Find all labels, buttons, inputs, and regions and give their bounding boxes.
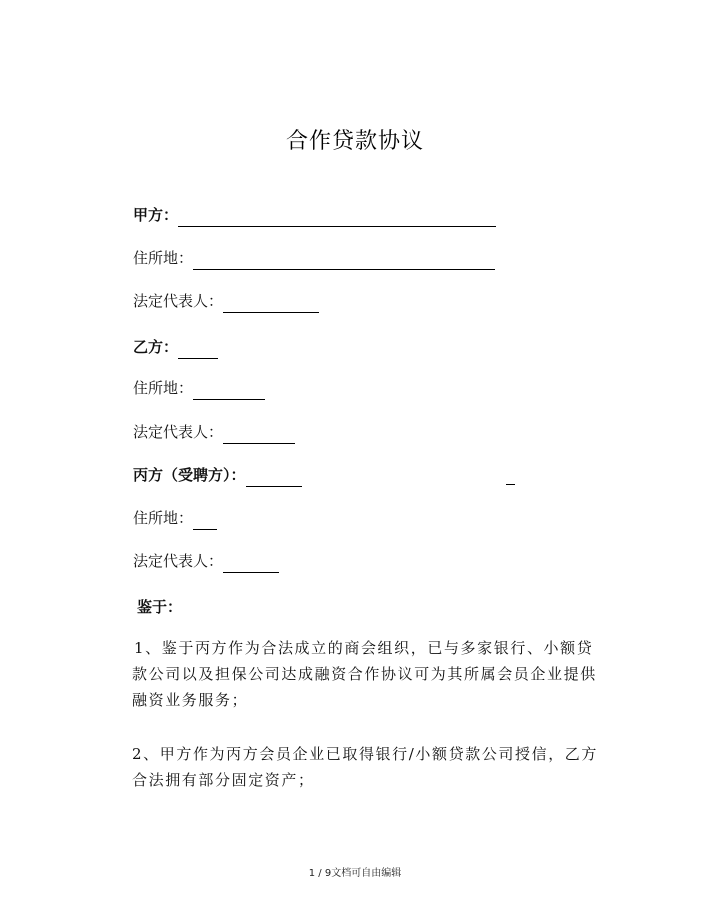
party-b-rep-row	[133, 420, 295, 444]
party-c-rep-blank	[223, 554, 279, 573]
party-c-rep-row	[133, 549, 279, 573]
party-a-rep-blank	[223, 294, 319, 313]
clause-2: 2、甲方作为丙方会员企业已取得银行/小额贷款公司授信，乙方合法拥有部分固定资产；	[132, 745, 598, 789]
party-c-trailing-blank	[506, 472, 515, 485]
party-b-rep-label: 法定代表人：	[133, 423, 224, 441]
party-c-address-blank	[193, 511, 217, 530]
party-b-address-label: 住所地：	[133, 379, 194, 397]
page-footer: 1 / 9文档可自由编辑	[308, 868, 402, 879]
party-a-address-label: 住所地：	[133, 249, 194, 267]
party-b-rep-blank	[223, 425, 295, 444]
party-b-address-blank	[193, 381, 265, 400]
page-title: 合作贷款协议	[285, 129, 424, 154]
party-a-blank	[178, 208, 496, 227]
party-c-rep-label: 法定代表人：	[133, 552, 224, 570]
party-c-label: 丙方（受聘方）：	[133, 466, 246, 484]
party-a-rep-label: 法定代表人：	[133, 292, 224, 310]
party-c-address-label: 住所地：	[133, 509, 194, 527]
party-c-blank	[246, 468, 302, 487]
party-b-label: 乙方：	[133, 338, 179, 356]
clause-1: 1、鉴于丙方作为合法成立的商会组织，已与多家银行、小额贷款公司以及担保公司达成融资合作协议可为其所属会员企业提供融资业务服务；	[132, 639, 597, 709]
party-a-address-blank	[193, 251, 495, 270]
party-a-label: 甲方：	[133, 206, 179, 224]
party-b-address-row	[133, 376, 265, 400]
party-a-row	[133, 203, 496, 227]
party-c-address-row	[133, 506, 217, 530]
party-b-blank	[178, 340, 218, 359]
party-a-rep-row	[133, 289, 319, 313]
whereas-heading: 鉴于：	[137, 598, 183, 616]
party-c-row	[133, 463, 302, 487]
party-a-address-row	[133, 246, 495, 270]
party-b-row	[133, 335, 218, 359]
